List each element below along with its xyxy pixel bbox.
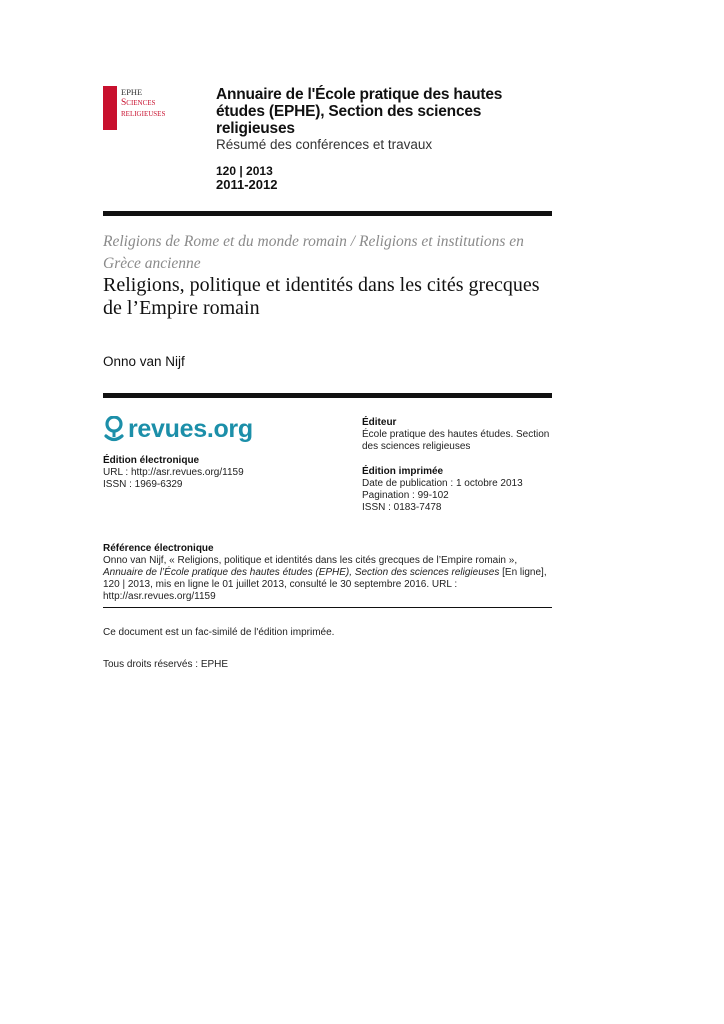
- editeur-block: [362, 417, 552, 453]
- reference-journal: Annuaire de l’École pratique des hautes études (EPHE), Section des sciences religieuses: [103, 567, 500, 578]
- journal-title: Annuaire de l'École pratique des hautes études (EPHE), Section des sciences religieuses: [216, 86, 503, 137]
- edition-electronique-issn: ISSN : 1969-6329: [103, 479, 183, 490]
- journal-subtitle: Résumé des conférences et travaux: [216, 137, 433, 152]
- journal-header: [216, 86, 536, 153]
- edition-imprimee-heading: Édition imprimée: [362, 466, 444, 477]
- edition-electronique-heading: Édition électronique: [103, 455, 200, 466]
- edition-electronique-url[interactable]: URL : http://asr.revues.org/1159: [103, 467, 244, 478]
- edition-electronique: [103, 455, 343, 491]
- bottom-divider: [103, 607, 552, 608]
- editeur-heading: Éditeur: [362, 417, 397, 428]
- logo-line-religieuses: religieuses: [121, 109, 166, 119]
- revues-logo[interactable]: [103, 414, 253, 444]
- edition-imprimee-pagination: Pagination : 99-102: [362, 490, 449, 501]
- reference-text-before: Onno van Nijf, « Religions, politique et identités dans les cités grecques de l’Empire romain »,: [103, 555, 518, 566]
- reference-electronique: [103, 543, 553, 603]
- revues-logo-text: revues.org: [128, 414, 253, 443]
- ephe-logo: [103, 86, 181, 130]
- logo-text: [121, 87, 165, 120]
- facsimile-note: Ce document est un fac-similé de l'édition imprimée.: [103, 627, 335, 638]
- edition-imprimee-date: Date de publication : 1 octobre 2013: [362, 478, 523, 489]
- edition-imprimee: [362, 466, 552, 514]
- editeur-name: École pratique des hautes études. Section des sciences religieuses: [362, 429, 550, 452]
- issue-years: 2011-2012: [216, 177, 278, 192]
- top-divider: [103, 211, 552, 216]
- article-author: Onno van Nijf: [103, 354, 185, 369]
- article-title: Religions, politique et identités dans les cités grecques de l’Empire romain: [103, 274, 540, 319]
- reference-heading: Référence électronique: [103, 543, 214, 554]
- logo-red-bar: [103, 86, 117, 130]
- reference-text-after: [En ligne], 120 | 2013, mis en ligne le 01 juillet 2013, consulté le 30 septembre 2016. URL : http://asr.revues.org/1159: [103, 567, 547, 602]
- logo-line-ephe: EPHE: [121, 87, 143, 97]
- issue-number: 120 | 2013: [216, 164, 273, 178]
- revues-person-icon: [103, 416, 125, 442]
- middle-divider: [103, 393, 552, 398]
- article-section: Religions de Rome et du monde romain / Religions et institutions en Grèce ancienne: [103, 233, 524, 272]
- rights-note: Tous droits réservés : EPHE: [103, 659, 229, 670]
- logo-line-sciences: Sciences: [121, 98, 156, 108]
- edition-imprimee-issn: ISSN : 0183-7478: [362, 502, 442, 513]
